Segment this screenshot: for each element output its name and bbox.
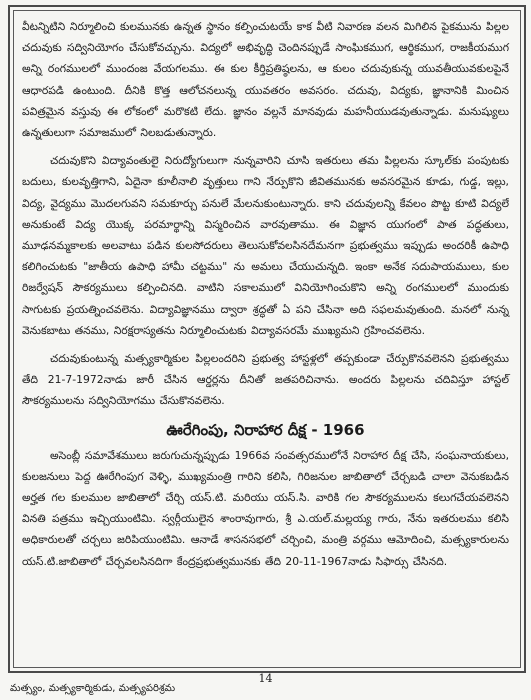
page-footer <box>0 672 531 696</box>
paragraph-2: చదువుకొని విద్యావంతులై నిరుద్యోగులుగా నున్నవారిని చూసి ఇతరులు తమ పిల్లలను స్కూల్‌కు పంపుటకు బదులు, కులవృత్తిగాని, ఏదైనా కూలీనాలి వృత్తులు గాని నేర్పుకొని జీవితమునకు అవసరమైన కూడు, గుడ్డ, ఇల్లు, విద్య, వైద్యము మొదలగువని సమకూర్చు పనులే మేలనుకుంటున్నారు. కాని చదువులన్ని కేవలం పొట్ట కూటి విద్యలే అనుకుంటే విద్య యొక్క పరమార్థాన్ని విస్మరించిన వారవుతాము. ఈ విజ్ఞాన యుగంలో పాత పద్ధతులు, మూఢనమ్మకాలకు అలవాటు పడిన కులసోదరులు తెలుసుకోవలసినదేమనగా ప్రభుత్వము ఇప్పుడు అందరికీ ఉపాధి కలిగించుటకు "జాతీయ ఉపాధి హామీ చట్టము" ను అమలు చేయుచున్నది. ఇంకా అనేక సదుపాయములు, కుల రిజర్వేషన్ సౌకర్యములు కల్పించినది. వాటిని సకాలములో వినియోగించుకొని అన్ని రంగములలో ముందుకు సాగుటకు ప్రయత్నించవలెను. విద్యావిజ్ఞానము ద్వారా శ్రద్ధతో ఏ పని చేసినా అది సఫలమవుతుంది. మనలో నున్న వెనుకబాటు తనము, నిరక్షరాస్యతను నిర్మూలించుటకు విద్యావసరమే ముఖ్యమని గ్రహించవలెను. <box>22 154 509 337</box>
paragraph-3: చదువుకుంటున్న మత్స్యకార్మికుల పిల్లలందరిని ప్రభుత్వ హాస్టళ్లలో తప్పకుండా చేర్పుకొనవలెనని ప్రభుత్వము తేది 21-7-1972నాడు జారీ చేసిన ఆర్డర్లను దీనితో జతపరిచినాను. అందరు పిల్లలను చదివిస్తూ హాస్టల్ సౌకర్యములను సద్వినియోగము చేసుకొనవలెను. <box>22 352 509 408</box>
page-number: 14 <box>258 672 273 685</box>
section-heading: ఊరేగింపు, నిరాహార దీక్ష - 1966 <box>166 420 365 439</box>
book-title: మత్స్యం, మత్స్యకార్మికుడు, మత్స్యపరిశ్రమ <box>10 683 176 694</box>
paragraph-1: వీటన్నిటిని నిర్మూలించి కులమునకు ఉన్నత స్థానం కల్పించుటయే కాక వీటి నివారణ వలన మిగిలిన పైకమును పిల్లల చదువుకు సద్వినియోగం చేసుకోవచ్చును. విద్యలో అభివృద్ధి చెందినప్పుడే సాంఘికముగ, ఆర్థికముగ, రాజకీయముగ అన్ని రంగములలో ముందంజ వేయగలము. ఈ కుల కీర్తిప్రతిష్ఠలను, ఆ కులం చదువుకున్న యువతీయువకులపైనే ఆధారపడి ఉంటుంది. దీనికి కొత్త ఆలోచనలున్న యువతరం అవసరం. చదువు, విద్యకు, జ్ఞానానికి మించిన పవిత్రమైన వస్తువు ఈ లోకంలో మరొకటి లేదు. జ్ఞానం వల్లనే మానవుడు మహనీయుడవుతున్నాడు. మనుష్యులు ఉన్నతులుగా సమాజములో నిలబడుతున్నారు. <box>22 20 509 140</box>
paragraph-4: అసెంబ్లీ సమావేశములు జరుగుచున్నప్పుడు 1966వ సంవత్సరములోనే నిరాహార దీక్ష చేసి, సంఘనాయకులు, కులజనులు పెద్ద ఊరేగింపుగ వెళ్ళి, ముఖ్యమంత్రి గారిని కలిసి, గిరిజనుల జాబితాలో చేర్చబడి చాలా వెనుకబడిన అర్హత గల కులముల జాబితాలో చేర్చి యస్.టి. మరియు యస్.సి. వారికి గల సౌకర్యములను కలుగచేయవలెనని వినతి పత్రము ఇచ్చియుంటిమి. స్వర్గీయులైన శాంరావుగారు, శ్రీ ఎ.యల్.మల్లయ్య గారు, నేను ఇతరులము కలిసి అధికారులతో చర్చలు జరిపియుంటిమి. ఆనాడే శాసనసభలో చర్చించి, మంత్రి వర్గము ఆమోదించి, మత్స్యకారులను యస్.టి.జాబితాలో చేర్చవలసినదిగా కేంద్రప్రభుత్వమునకు తేది 20-11-1967నాడు సిఫార్సు చేసినది. <box>22 448 509 568</box>
